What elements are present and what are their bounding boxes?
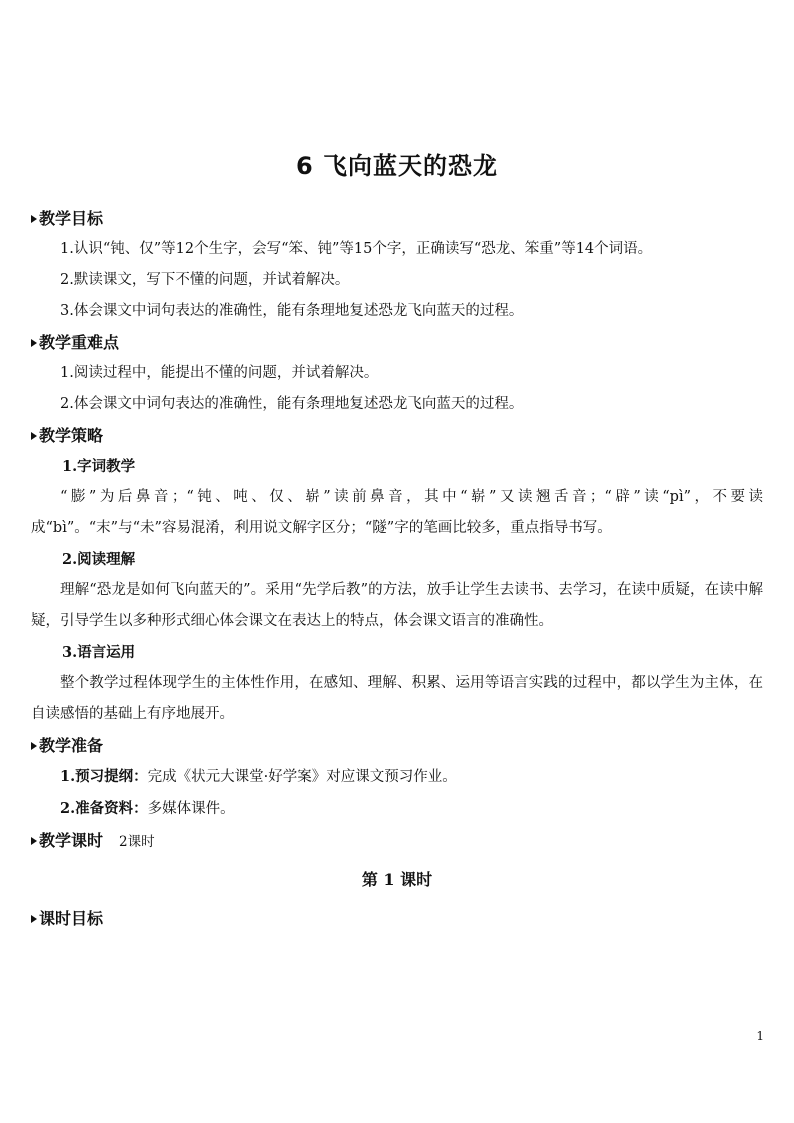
section-heading-lesson-goals: 课时目标 [31, 903, 763, 934]
preparation-label: 2.准备资料： [60, 800, 148, 817]
goal-item: 2.默读课文，写下不懂的问题，并试着解决。 [60, 272, 350, 288]
goal-item: 3.体会课文中词句表达的准确性，能有条理地复述恐龙飞向蓝天的过程。 [60, 303, 524, 319]
key-point-item: 2.体会课文中词句表达的准确性，能有条理地复述恐龙飞向蓝天的过程。 [60, 396, 524, 412]
section-heading-strategy: 教学策略 [31, 420, 763, 451]
preparation-text: 多媒体课件。 [147, 801, 235, 817]
lesson-heading: 第 1 课时 [361, 870, 433, 889]
document-body [31, 203, 763, 934]
triangle-bullet-icon [31, 915, 37, 923]
hours-value: 2课时 [119, 834, 155, 850]
page-title: 6 飞向蓝天的恐龙 [295, 152, 499, 180]
strategy-subheading: 2.阅读理解 [62, 551, 136, 568]
triangle-bullet-icon [31, 432, 37, 440]
section-heading-key-points: 教学重难点 [31, 327, 763, 358]
goal-item: 1.认识“钝、仅”等12个生字，会写“笨、钝”等15个字，正确读写“恐龙、笨重”等14个词语。 [60, 241, 653, 257]
triangle-bullet-icon [31, 215, 37, 223]
key-point-item: 1.阅读过程中，能提出不懂的问题，并试着解决。 [60, 365, 379, 381]
strategy-subheading: 3.语言运用 [62, 644, 136, 661]
preparation-item [31, 761, 763, 793]
strategy-paragraph: 整个教学过程体现学生的主体性作用，在感知、理解、积累、运用等语言实践的过程中，都以学生为主体，在自读感悟的基础上有序地展开。 [31, 675, 763, 722]
strategy-paragraph: 理解“恐龙是如何飞向蓝天的”。采用“先学后教”的方法，放手让学生去读书、去学习，在读中质疑，在读中解疑，引导学生以多种形式细心体会课文在表达上的特点，体会课文语言的准确性。 [31, 582, 763, 629]
page-number: 1 [756, 1029, 764, 1043]
section-heading-goals: 教学目标 [31, 203, 763, 234]
section-heading-preparation: 教学准备 [31, 730, 763, 761]
triangle-bullet-icon [31, 742, 37, 750]
triangle-bullet-icon [31, 339, 37, 347]
preparation-label: 1.预习提纲： [60, 768, 148, 785]
preparation-item [31, 793, 763, 825]
preparation-text: 完成《状元大课堂·好学案》对应课文预习作业。 [147, 769, 457, 785]
triangle-bullet-icon [31, 837, 37, 845]
strategy-subheading: 1.字词教学 [62, 458, 136, 475]
section-heading-hours: 教学课时 2课时 [31, 825, 763, 856]
strategy-paragraph: “膨”为后鼻音；“钝、吨、仅、崭”读前鼻音，其中“崭”又读翘舌音；“辟”读“pì”，不要读成“bì”。“末”与“未”容易混淆，利用说文解字区分；“隧”字的笔画比较多，重点指导书写。 [31, 489, 763, 536]
